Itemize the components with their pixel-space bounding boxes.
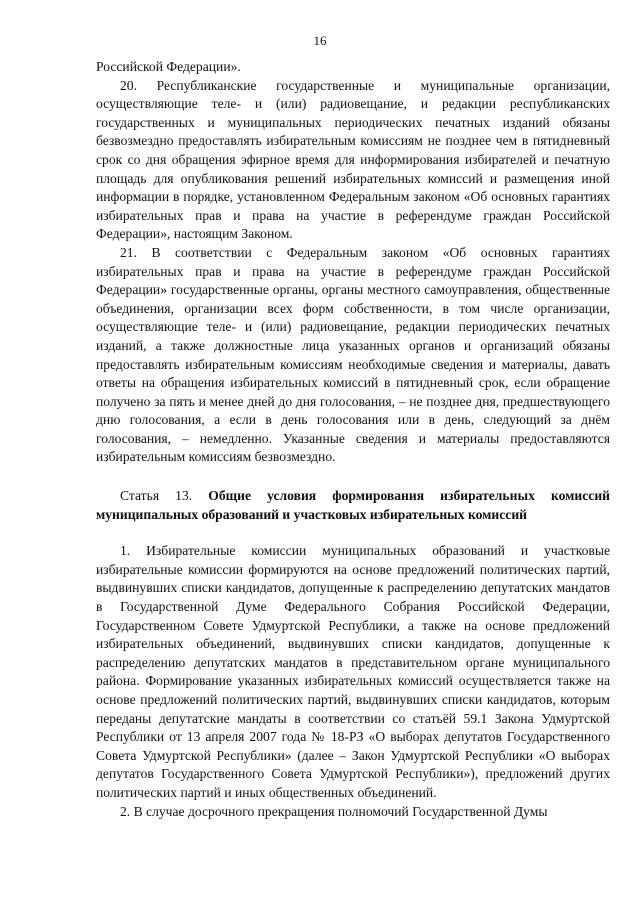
paragraph-item-1: 1. Избирательные комиссии муниципальных образований и участковые избирательные комиссии формируются на основе предложений политических партий, выдвинувших списки кандидатов, допущенные к распределению депутатских мандатов в Государственной Думе Федерального Собрания Российской Федерации, Государственном Совете Удмуртской Республики, а также на основе предложений избирательных объединений, выдвинувших списки кандидатов, допущенные к распределению депутатских мандатов в представительном органе муниципального района. Формирование указанных избирательных комиссий осуществляется также на основе предложений политических партий, выдвинувших списки кандидатов, которым переданы депутатские мандаты в соответствии со статьёй 59.1 Закона Удмуртской Республики от 13 апреля 2007 года № 18-РЗ «О выборах депутатов Государственного Совета Удмуртской Республики» (далее – Закон Удмуртской Республики «О выборах депутатов Государственного Совета Удмуртской Республики»), предложений других политических партий и иных общественных объединений. bbox=[96, 543, 610, 800]
paragraph-item-20: 20. Республиканские государственные и муниципальные организации, осуществляющие теле- и (или) радиовещание, и редакции республиканских государственных и муниципальных периодических печатных изданий обязаны безвозмездно предоставлять избирательным комиссиям не позднее чем в пятидневный срок со дня обращения эфирное время для информирования избирателей и печатную площадь для опубликования решений избирательных комиссий и размещения иной информации в порядке, установленном Федеральным законом «Об основных гарантиях избирательных прав и права на участие в референдуме граждан Российской Федерации», настоящим Законом. bbox=[96, 77, 610, 242]
page-number: 16 bbox=[313, 33, 327, 48]
paragraph-continuation: Российской Федерации». bbox=[96, 59, 241, 74]
article-heading bbox=[96, 487, 610, 524]
article-label: Статья 13. bbox=[120, 488, 193, 504]
document-body bbox=[96, 58, 610, 821]
paragraph-item-2: 2. В случае досрочного прекращения полномочий Государственной Думы bbox=[120, 803, 548, 819]
paragraph-item-21: 21. В соответствии с Федеральным законом «Об основных гарантиях избирательных прав и права на участие в референдуме граждан Российской Федерации» государственные органы, органы местного самоуправления, общественные объединения, организации всех форм собственности, в том числе организации, осуществляющие теле- и (или) радиовещание, редакции периодических печатных изданий, а также должностные лица указанных органов и организаций обязаны предоставлять избирательным комиссиям необходимые сведения и материалы, давать ответы на обращения избирательных комиссий в пятидневный срок, если обращение получено за пять и менее дней до дня голосования, – не позднее дня, предшествующего дню голосования, а если в день голосования или в день, следующий за днём голосования, – немедленно. Указанные сведения и материалы предоставляются избирательным комиссиям безвозмездно. bbox=[96, 244, 610, 465]
article-title: Общие условия формирования избирательных комиссий муниципальных образований и участковых избирательных комиссий bbox=[96, 488, 610, 522]
